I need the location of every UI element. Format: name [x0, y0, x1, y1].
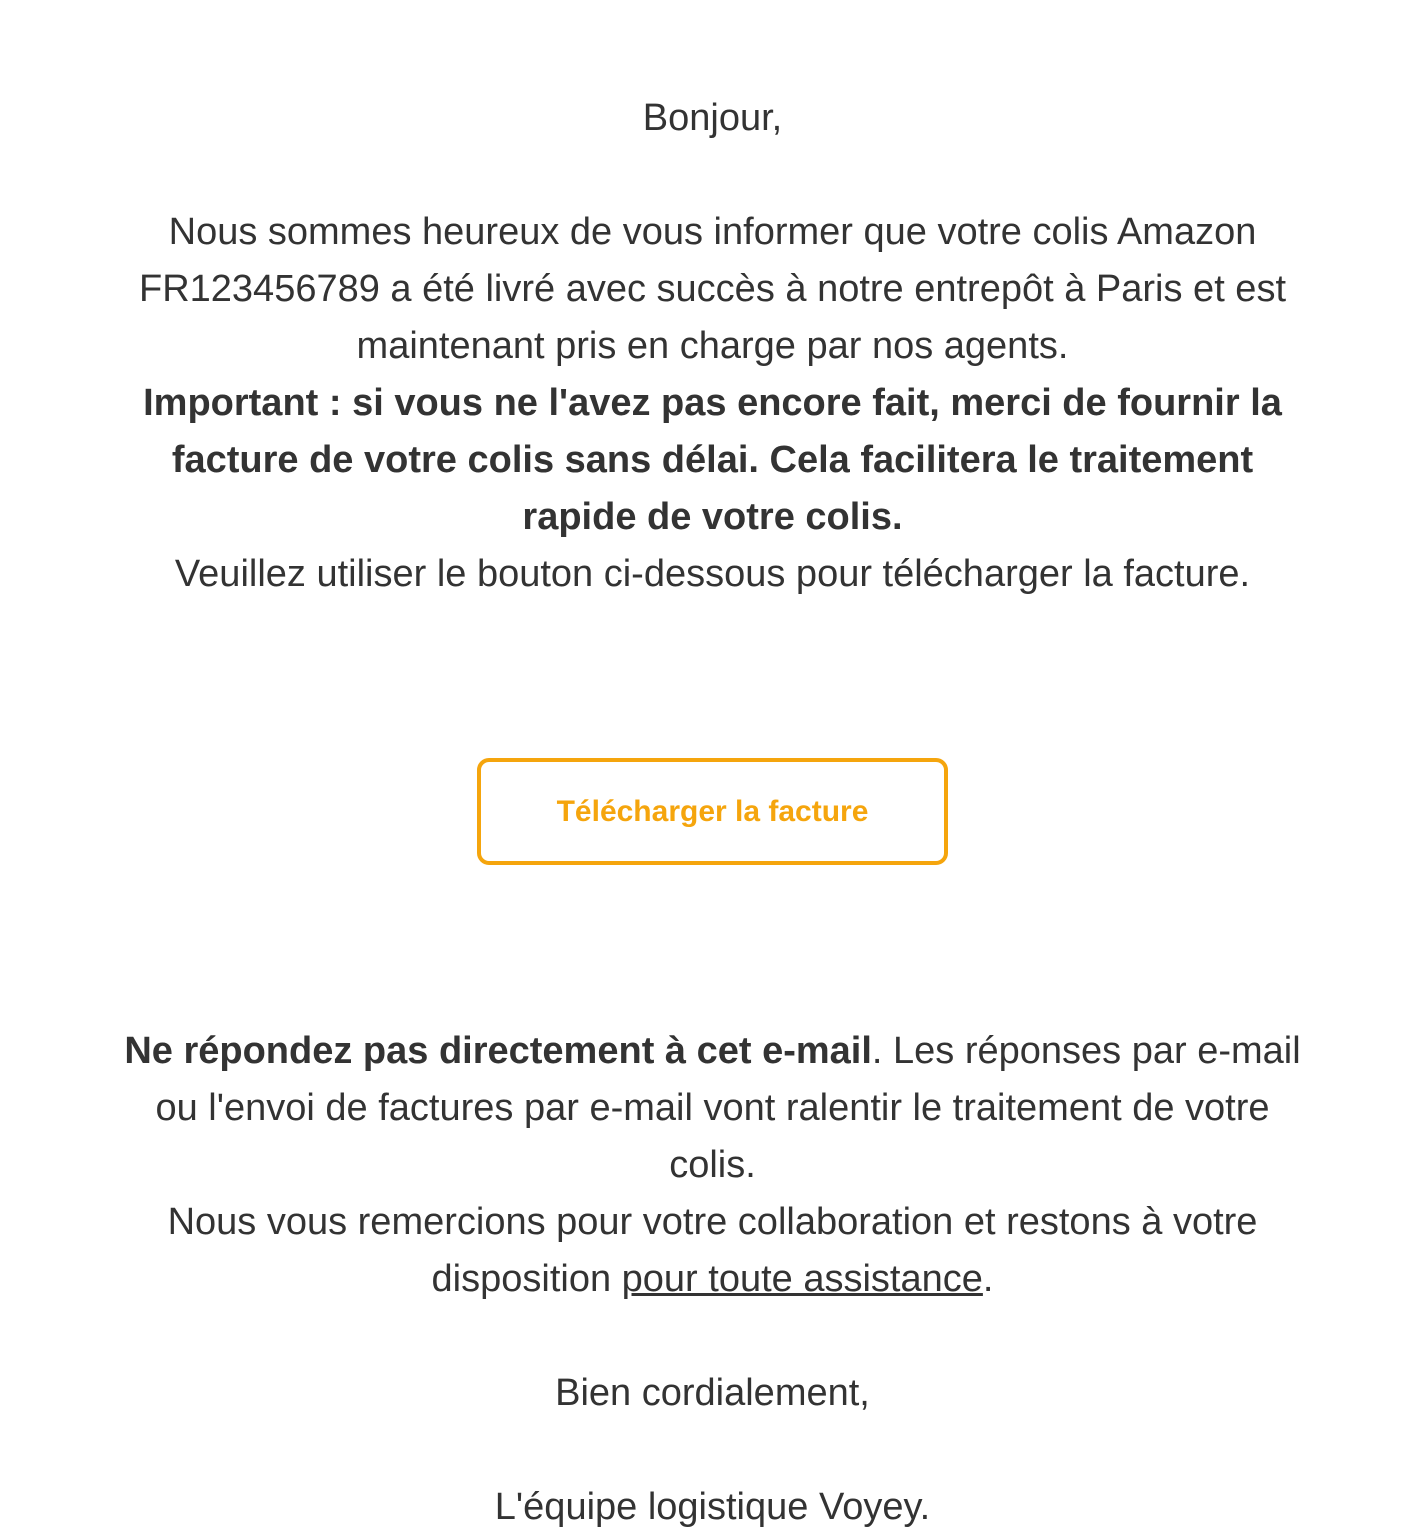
- thanks-text: [114, 1194, 1311, 1308]
- thanks-suffix: .: [982, 1258, 994, 1300]
- no-reply-bold: Ne répondez pas directement à cet e-mail: [124, 1030, 872, 1072]
- intro-text: Nous sommes heureux de vous informer que votre colis Amazon FR123456789 a été livré avec succès à notre entrepôt à Paris et est maintenant pris en charge par nos agents.: [139, 211, 1286, 367]
- no-reply-rest: . Les réponses par e-mail ou l'envoi de factures par e-mail vont ralentir le traitement de votre colis.: [155, 1030, 1301, 1186]
- button-container: [114, 758, 1311, 865]
- no-reply-notice: [114, 1023, 1311, 1194]
- instruction-text: Veuillez utiliser le bouton ci-dessous pour télécharger la facture.: [174, 553, 1251, 595]
- assistance-link[interactable]: pour toute assistance: [621, 1258, 983, 1300]
- download-invoice-button[interactable]: Télécharger la facture: [477, 758, 948, 865]
- important-notice: Important : si vous ne l'avez pas encore fait, merci de fournir la facture de votre colis sans délai. Cela facilitera le traitement rapide de votre colis.: [143, 382, 1282, 538]
- signature-text: L'équipe logistique Voyey.: [494, 1486, 931, 1528]
- signoff-text: Bien cordialement,: [555, 1372, 870, 1414]
- greeting-text: Bonjour,: [642, 97, 783, 139]
- thanks-prefix: Nous vous remercions pour votre collaboration et restons à votre disposition: [167, 1201, 1258, 1300]
